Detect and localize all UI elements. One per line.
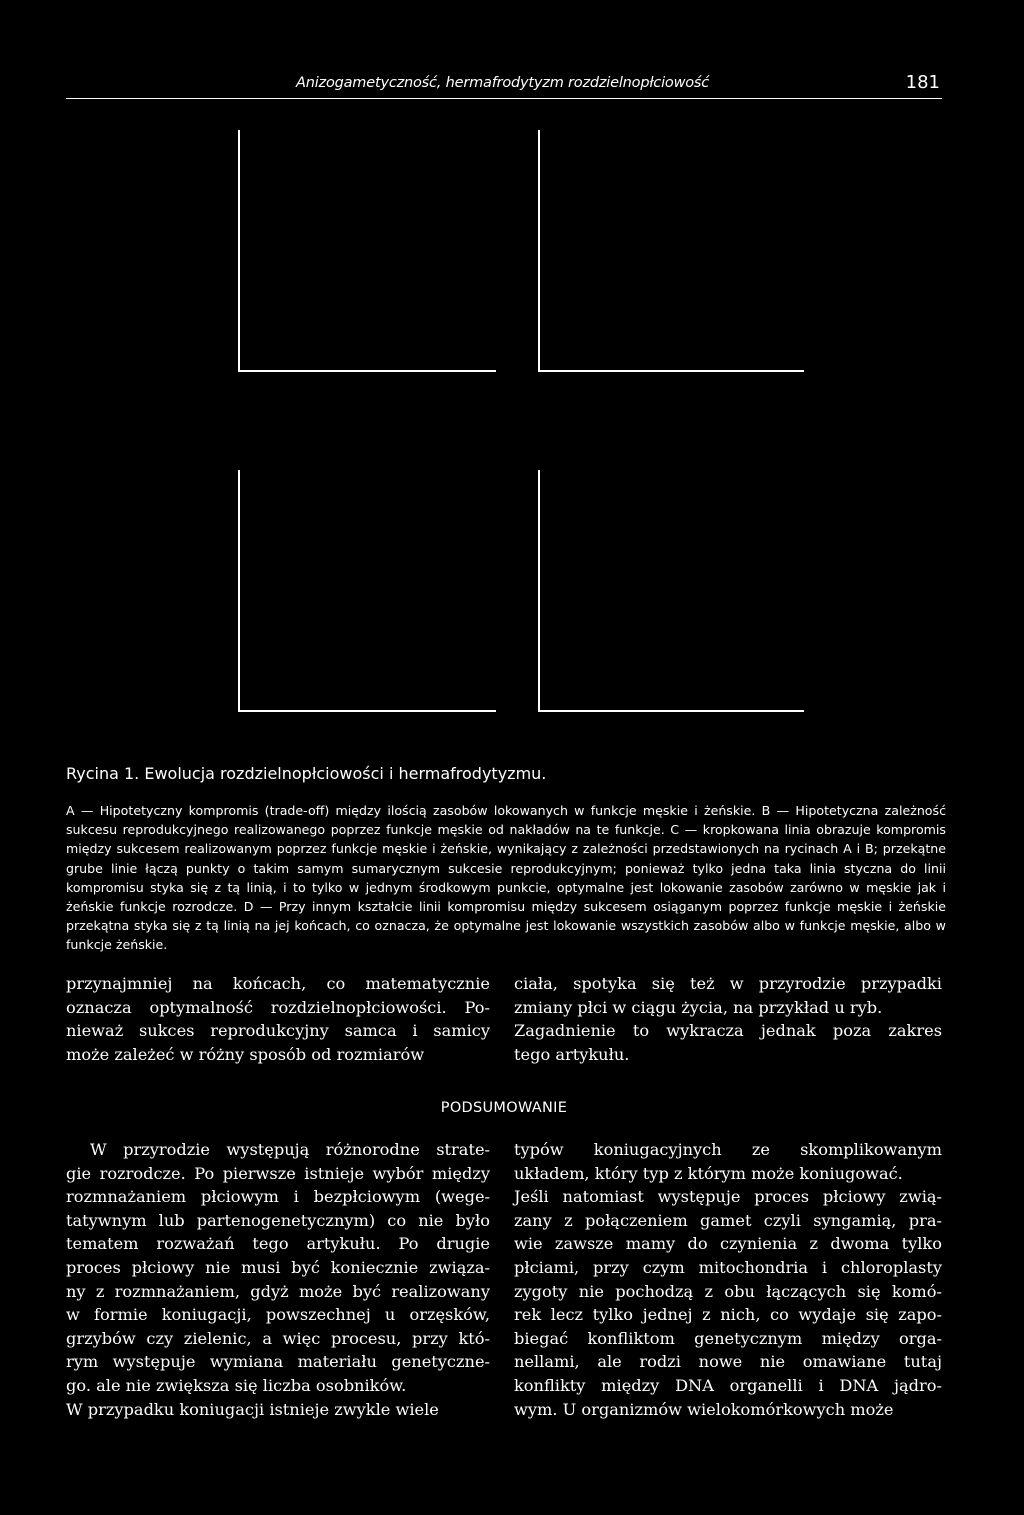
text-line: rozmnażaniem płciowym i bezpłciowym (wege- — [66, 1187, 490, 1207]
text-line: ny z rozmnażaniem, gdyż może być realizowany — [66, 1281, 490, 1301]
text-line: proces płciowy nie musi być koniecznie związa- — [66, 1257, 490, 1277]
right-column-2 — [514, 1138, 942, 1421]
header-rule — [66, 98, 942, 99]
figure-caption-title: Rycina 1. Ewolucja rozdzielnopłciowości i hermafrodytyzmu. — [66, 764, 547, 783]
text-line: rym występuje wymiana materiału genetyczne- — [66, 1352, 490, 1372]
right-column-1 — [514, 972, 942, 1066]
text-line: go. ale nie zwiększa się liczba osobników. — [66, 1375, 407, 1395]
text-line: nieważ sukces reprodukcyjny samca i samicy — [66, 1021, 490, 1041]
figure-panel-a — [238, 130, 496, 372]
text-line: wym. U organizmów wielokomórkowych może — [514, 1399, 894, 1419]
text-line: nellami, ale rodzi nowe nie omawiane tutaj — [514, 1352, 942, 1372]
figure-panel-b — [538, 130, 804, 372]
text-line: W przyrodzie występują różnorodne strate- — [90, 1140, 490, 1159]
text-line: układem, który typ z którym może koniugować. — [514, 1163, 903, 1183]
text-line: płciami, przy czym mitochondria i chloroplasty — [514, 1257, 942, 1277]
text-line: tematem rozważań tego artykułu. Po drugie — [66, 1234, 490, 1254]
text-line: może zależeć w różny sposób od rozmiarów — [66, 1044, 425, 1064]
text-line: grzybów czy zielenic, a więc procesu, przy któ- — [66, 1328, 490, 1348]
text-line: Jeśli natomiast występuje proces płciowy zwią- — [514, 1187, 942, 1207]
left-column-1 — [66, 972, 490, 1066]
text-line: biegać konfliktom genetycznym między orga- — [514, 1328, 942, 1348]
text-line: zygoty nie pochodzą z obu łączących się komó- — [514, 1281, 942, 1301]
section-heading: PODSUMOWANIE — [440, 1100, 568, 1116]
figure-panel-c — [238, 470, 496, 712]
text-line: ciała, spotyka się też w przyrodzie przypadki — [514, 974, 942, 993]
text-line: tego artykułu. — [514, 1044, 630, 1064]
left-column-2 — [66, 1138, 490, 1421]
text-line: W przypadku koniugacji istnieje zwykle wiele — [66, 1399, 439, 1419]
text-line: przynajmniej na końcach, co matematycznie — [66, 974, 490, 993]
figure-panel-d — [538, 470, 804, 712]
text-line: w formie koniugacji, powszechnej u orzęsków, — [66, 1305, 490, 1325]
text-line: Zagadnienie to wykracza jednak poza zakres — [514, 1021, 942, 1041]
text-line: zmiany płci w ciągu życia, na przykład u ryb. — [514, 997, 883, 1017]
running-header-title: Anizogametyczność, hermafrodytyzm rozdzielnopłciowość — [296, 75, 710, 91]
text-line: oznacza optymalność rozdzielnopłciowości. Po- — [66, 997, 490, 1017]
figure-caption-text: A — Hipotetyczny kompromis (trade-off) między ilością zasobów lokowanych w funkcje męskie i żeńskie. B — Hipotetyczna zależność sukcesu reprodukcyjnego realizowanego poprzez funkcje męskie od nakładów na te funkcje. C — kropkowana linia obrazuje kompromis między sukcesem realizowanym poprzez funkcje męskie i żeńskie, wynikający z zależności przedstawionych na rycinach A i B; przekątne grube linie łączą punkty o takim samym sumarycznym sukcesie reprodukcyjnym; ponieważ tylko jedna taka linia styczna do linii kompromisu styka się z tą linią, i to tylko w jednym środkowym punkcie, optymalne jest lokowanie zasobów zarówno w męskie jak i żeńskie funkcje rozrodcze. D — Przy innym kształcie linii kompromisu między sukcesem osiąganym poprzez funkcje męskie i żeńskie przekątna styka się z tą linią na jej końcach, co oznacza, że optymalne jest lokowanie wszystkich zasobów albo w funkcje męskie, albo w funkcje żeńskie. — [66, 803, 946, 953]
text-line: gie rozrodcze. Po pierwsze istnieje wybór między — [66, 1163, 490, 1183]
text-line: rek lecz tylko jednej z nich, co wydaje się zapo- — [514, 1305, 942, 1325]
text-line: typów koniugacyjnych ze skomplikowanym — [514, 1140, 942, 1159]
text-line: zany z połączeniem gamet czyli syngamią, pra- — [514, 1210, 942, 1230]
text-line: tatywnym lub partenogenetycznym) co nie było — [66, 1210, 490, 1230]
page-number: 181 — [905, 72, 940, 93]
text-line: konflikty między DNA organelli i DNA jądro- — [514, 1375, 942, 1395]
text-line: wie zawsze mamy do czynienia z dwoma tylko — [514, 1234, 942, 1254]
